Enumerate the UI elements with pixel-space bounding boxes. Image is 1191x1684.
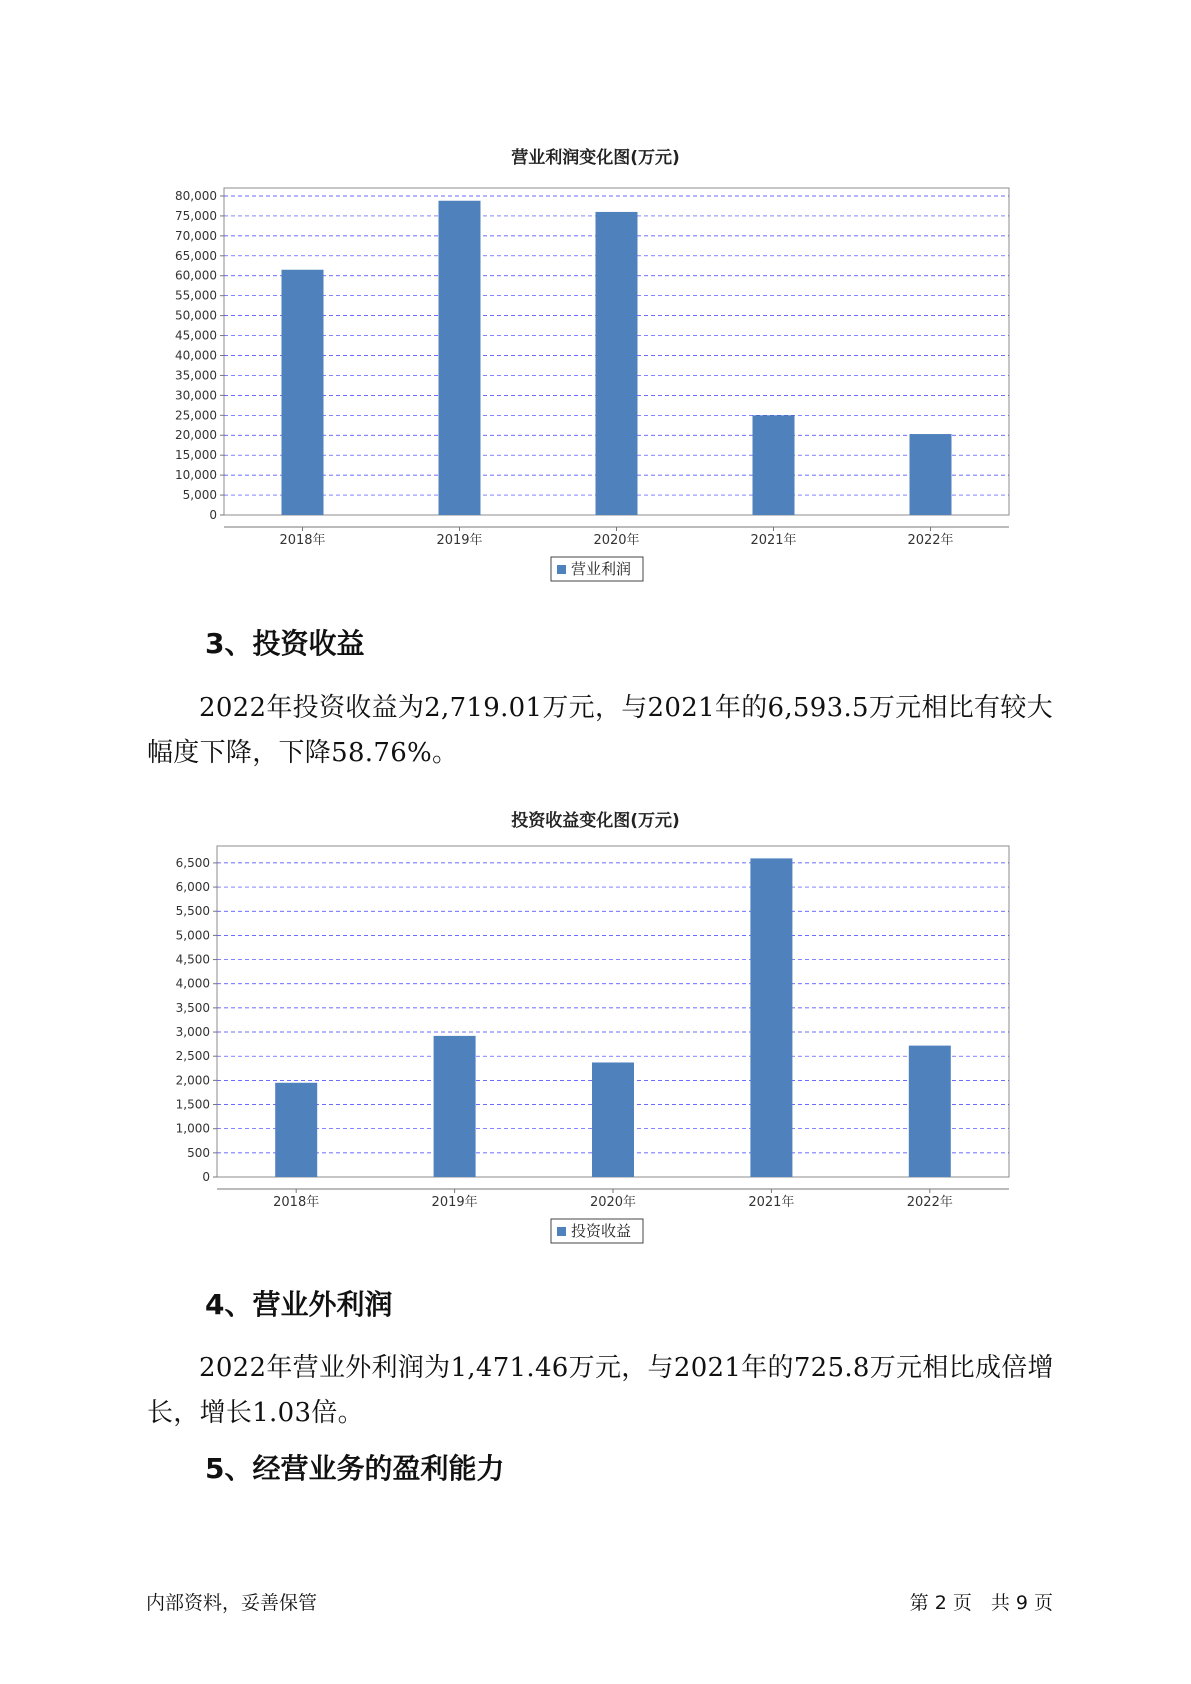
y-tick-label: 2,000 bbox=[175, 1073, 210, 1088]
y-tick-label: 40,000 bbox=[175, 348, 217, 363]
bar-2020年 bbox=[596, 212, 638, 515]
bar-2021年 bbox=[753, 415, 795, 515]
y-tick-label: 3,000 bbox=[175, 1025, 210, 1040]
legend-label: 投资收益 bbox=[571, 1222, 632, 1240]
y-tick-label: 65,000 bbox=[175, 248, 217, 263]
x-tick-label: 2021年 bbox=[750, 533, 797, 548]
bar-2022年 bbox=[910, 434, 952, 515]
bar-2019年 bbox=[434, 1036, 476, 1177]
x-tick-label: 2019年 bbox=[436, 533, 483, 548]
y-tick-label: 75,000 bbox=[175, 208, 217, 223]
legend-swatch bbox=[557, 1227, 566, 1236]
y-tick-label: 6,500 bbox=[175, 855, 210, 870]
y-tick-label: 50,000 bbox=[175, 308, 217, 323]
y-tick-label: 1,000 bbox=[175, 1121, 210, 1136]
y-tick-label: 10,000 bbox=[175, 468, 217, 483]
y-tick-label: 4,000 bbox=[175, 976, 210, 991]
x-tick-label: 2020年 bbox=[593, 533, 640, 548]
chart1-title: 营业利润变化图(万元) bbox=[511, 148, 680, 168]
y-tick-label: 500 bbox=[187, 1145, 210, 1160]
legend-swatch bbox=[557, 565, 566, 574]
section4-paragraph: 2022年营业外利润为1,471.46万元，与2021年的725.8万元相比成倍增长，增长1.03倍。 bbox=[147, 1353, 1054, 1428]
x-tick-label: 2019年 bbox=[431, 1195, 478, 1210]
y-tick-label: 20,000 bbox=[175, 428, 217, 443]
y-tick-label: 60,000 bbox=[175, 268, 217, 283]
y-tick-label: 5,500 bbox=[175, 904, 210, 919]
section3-heading: 3、投资收益 bbox=[205, 627, 365, 660]
footer-page-number: 第 2 页 共 9 页 bbox=[909, 1592, 1053, 1614]
y-tick-label: 80,000 bbox=[175, 188, 217, 203]
bar-2022年 bbox=[909, 1046, 951, 1177]
y-tick-label: 5,000 bbox=[175, 928, 210, 943]
y-tick-label: 5,000 bbox=[182, 488, 217, 503]
bar-2018年 bbox=[282, 270, 324, 515]
y-tick-label: 15,000 bbox=[175, 448, 217, 463]
y-tick-label: 2,500 bbox=[175, 1049, 210, 1064]
section4-heading: 4、营业外利润 bbox=[205, 1288, 393, 1321]
x-tick-label: 2021年 bbox=[748, 1195, 795, 1210]
y-tick-label: 70,000 bbox=[175, 228, 217, 243]
y-tick-label: 30,000 bbox=[175, 388, 217, 403]
bar-2021年 bbox=[750, 858, 792, 1177]
x-tick-label: 2022年 bbox=[907, 533, 954, 548]
section3-paragraph: 2022年投资收益为2,719.01万元，与2021年的6,593.5万元相比有较大幅度下降，下降58.76%。 bbox=[147, 693, 1053, 768]
y-tick-label: 45,000 bbox=[175, 328, 217, 343]
x-tick-label: 2018年 bbox=[279, 533, 326, 548]
chart2-title: 投资收益变化图(万元) bbox=[511, 811, 680, 831]
bar-2020年 bbox=[592, 1062, 634, 1177]
y-tick-label: 0 bbox=[209, 508, 217, 522]
y-tick-label: 55,000 bbox=[175, 288, 217, 303]
operating-profit-chart bbox=[0, 180, 1191, 600]
x-tick-label: 2020年 bbox=[589, 1195, 637, 1210]
bar-2018年 bbox=[275, 1083, 317, 1177]
investment-income-chart bbox=[0, 843, 1191, 1263]
y-tick-label: 35,000 bbox=[175, 368, 217, 383]
legend-label: 营业利润 bbox=[571, 560, 632, 578]
y-tick-label: 25,000 bbox=[175, 408, 217, 423]
section5-heading: 5、经营业务的盈利能力 bbox=[205, 1452, 505, 1485]
y-tick-label: 1,500 bbox=[175, 1097, 210, 1112]
y-tick-label: 4,500 bbox=[175, 952, 210, 967]
bar-2019年 bbox=[439, 201, 481, 515]
x-tick-label: 2018年 bbox=[273, 1195, 320, 1210]
footer-confidential-note: 内部资料，妥善保管 bbox=[146, 1592, 318, 1614]
y-tick-label: 0 bbox=[202, 1170, 210, 1184]
legend bbox=[551, 557, 643, 581]
legend bbox=[551, 1219, 643, 1243]
y-tick-label: 3,500 bbox=[175, 1000, 210, 1015]
y-tick-label: 6,000 bbox=[175, 880, 210, 895]
x-tick-label: 2022年 bbox=[906, 1195, 953, 1210]
